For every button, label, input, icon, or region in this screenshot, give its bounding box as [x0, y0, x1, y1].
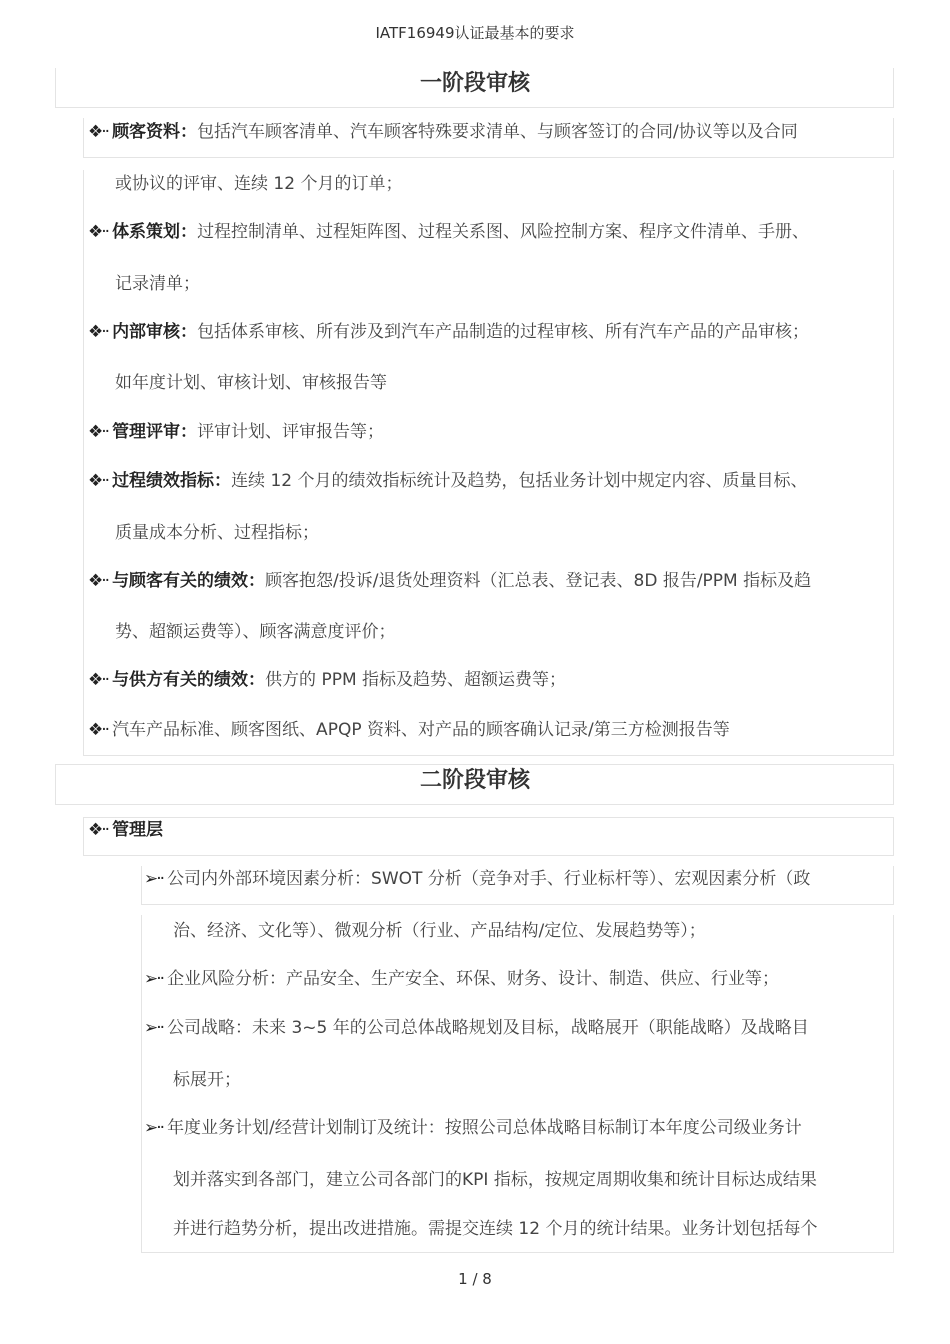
diamond-bullet-icon: ❖··	[88, 422, 109, 442]
diamond-bullet-icon: ❖··	[88, 720, 109, 740]
arrow-bullet-icon: ➢··	[144, 1118, 164, 1138]
stage2-content-frame	[141, 915, 894, 1253]
diamond-bullet-icon: ❖··	[88, 670, 109, 690]
item-text-continued: 治、经济、文化等）、微观分析（行业、产品结构/定位、发展趋势等）；	[173, 921, 706, 941]
stage1-title: 一阶段审核	[419, 71, 530, 96]
stage2-title: 二阶段审核	[419, 768, 530, 793]
item-label: 管理评审：	[112, 422, 198, 442]
list-item	[88, 569, 811, 593]
list-item	[144, 1116, 802, 1140]
item-text: 评审计划、评审报告等；	[197, 422, 385, 442]
item-text-continued: 如年度计划、审核计划、审核报告等	[115, 373, 387, 393]
group-label: 管理层	[112, 820, 164, 840]
page-number: 1 / 8	[458, 1270, 492, 1288]
item-label: 顾客资料：	[112, 122, 198, 142]
diamond-bullet-icon: ❖··	[88, 322, 109, 342]
item-text-continued: 质量成本分析、过程指标；	[115, 523, 319, 543]
group-heading	[88, 818, 163, 842]
item-label: 与供方有关的绩效：	[112, 670, 266, 690]
page-header-title: IATF16949认证最基本的要求	[375, 24, 575, 42]
item-text: 连续 12 个月的绩效指标统计及趋势，包括业务计划中规定内容、质量目标、	[231, 471, 808, 491]
diamond-bullet-icon: ❖··	[88, 471, 109, 491]
list-item	[144, 1016, 809, 1040]
item-label: 内部审核：	[112, 322, 198, 342]
list-item	[88, 120, 798, 144]
item-text-continued: 势、超额运费等）、顾客满意度评价；	[115, 622, 396, 642]
arrow-bullet-icon: ➢··	[144, 969, 164, 989]
diamond-bullet-icon: ❖··	[88, 820, 109, 840]
arrow-bullet-icon: ➢··	[144, 869, 164, 889]
list-item	[144, 967, 779, 991]
item-text: 包括体系审核、所有涉及到汽车产品制造的过程审核、所有汽车产品的产品审核；	[197, 322, 810, 342]
item-text: 年度业务计划/经营计划制订及统计：按照公司总体战略目标制订本年度公司级业务计	[167, 1118, 802, 1138]
diamond-bullet-icon: ❖··	[88, 571, 109, 591]
list-item	[88, 668, 566, 692]
list-item	[88, 320, 809, 344]
item-label: 与顾客有关的绩效：	[112, 571, 266, 591]
item-text-continued: 记录清单；	[115, 274, 200, 294]
item-text: 顾客抱怨/投诉/退货处理资料（汇总表、登记表、8D 报告/PPM 指标及趋	[265, 571, 812, 591]
list-item	[88, 420, 384, 444]
list-item	[144, 867, 810, 891]
diamond-bullet-icon: ❖··	[88, 122, 109, 142]
item-text-continued: 标展开；	[173, 1070, 241, 1090]
item-text: 包括汽车顾客清单、汽车顾客特殊要求清单、与顾客签订的合同/协议等以及合同	[197, 122, 798, 142]
item-label: 过程绩效指标：	[112, 471, 232, 491]
item-text: 供方的 PPM 指标及趋势、超额运费等；	[265, 670, 567, 690]
item-text-continued: 或协议的评审、连续 12 个月的订单；	[115, 174, 403, 194]
arrow-bullet-icon: ➢··	[144, 1018, 164, 1038]
item-label: 体系策划：	[112, 222, 198, 242]
list-item	[88, 220, 809, 244]
item-text: 过程控制清单、过程矩阵图、过程关系图、风险控制方案、程序文件清单、手册、	[197, 222, 810, 242]
item-text: 公司战略：未来 3~5 年的公司总体战略规划及目标，战略展开（职能战略）及战略目	[167, 1018, 809, 1038]
item-text-continued: 并进行趋势分析，提出改进措施。需提交连续 12 个月的统计结果。业务计划包括每个	[173, 1219, 818, 1239]
stage2-group-frame	[83, 817, 894, 856]
diamond-bullet-icon: ❖··	[88, 222, 109, 242]
item-text-continued: 划并落实到各部门，建立公司各部门的KPI 指标，按规定周期收集和统计目标达成结果	[173, 1170, 817, 1190]
item-text: 汽车产品标准、顾客图纸、APQP 资料、对产品的顾客确认记录/第三方检测报告等	[112, 720, 730, 740]
item-text: 企业风险分析：产品安全、生产安全、环保、财务、设计、制造、供应、行业等；	[167, 969, 780, 989]
list-item	[88, 718, 730, 742]
item-text: 公司内外部环境因素分析：SWOT 分析（竞争对手、行业标杆等）、宏观因素分析（政	[167, 869, 811, 889]
list-item	[88, 469, 808, 493]
